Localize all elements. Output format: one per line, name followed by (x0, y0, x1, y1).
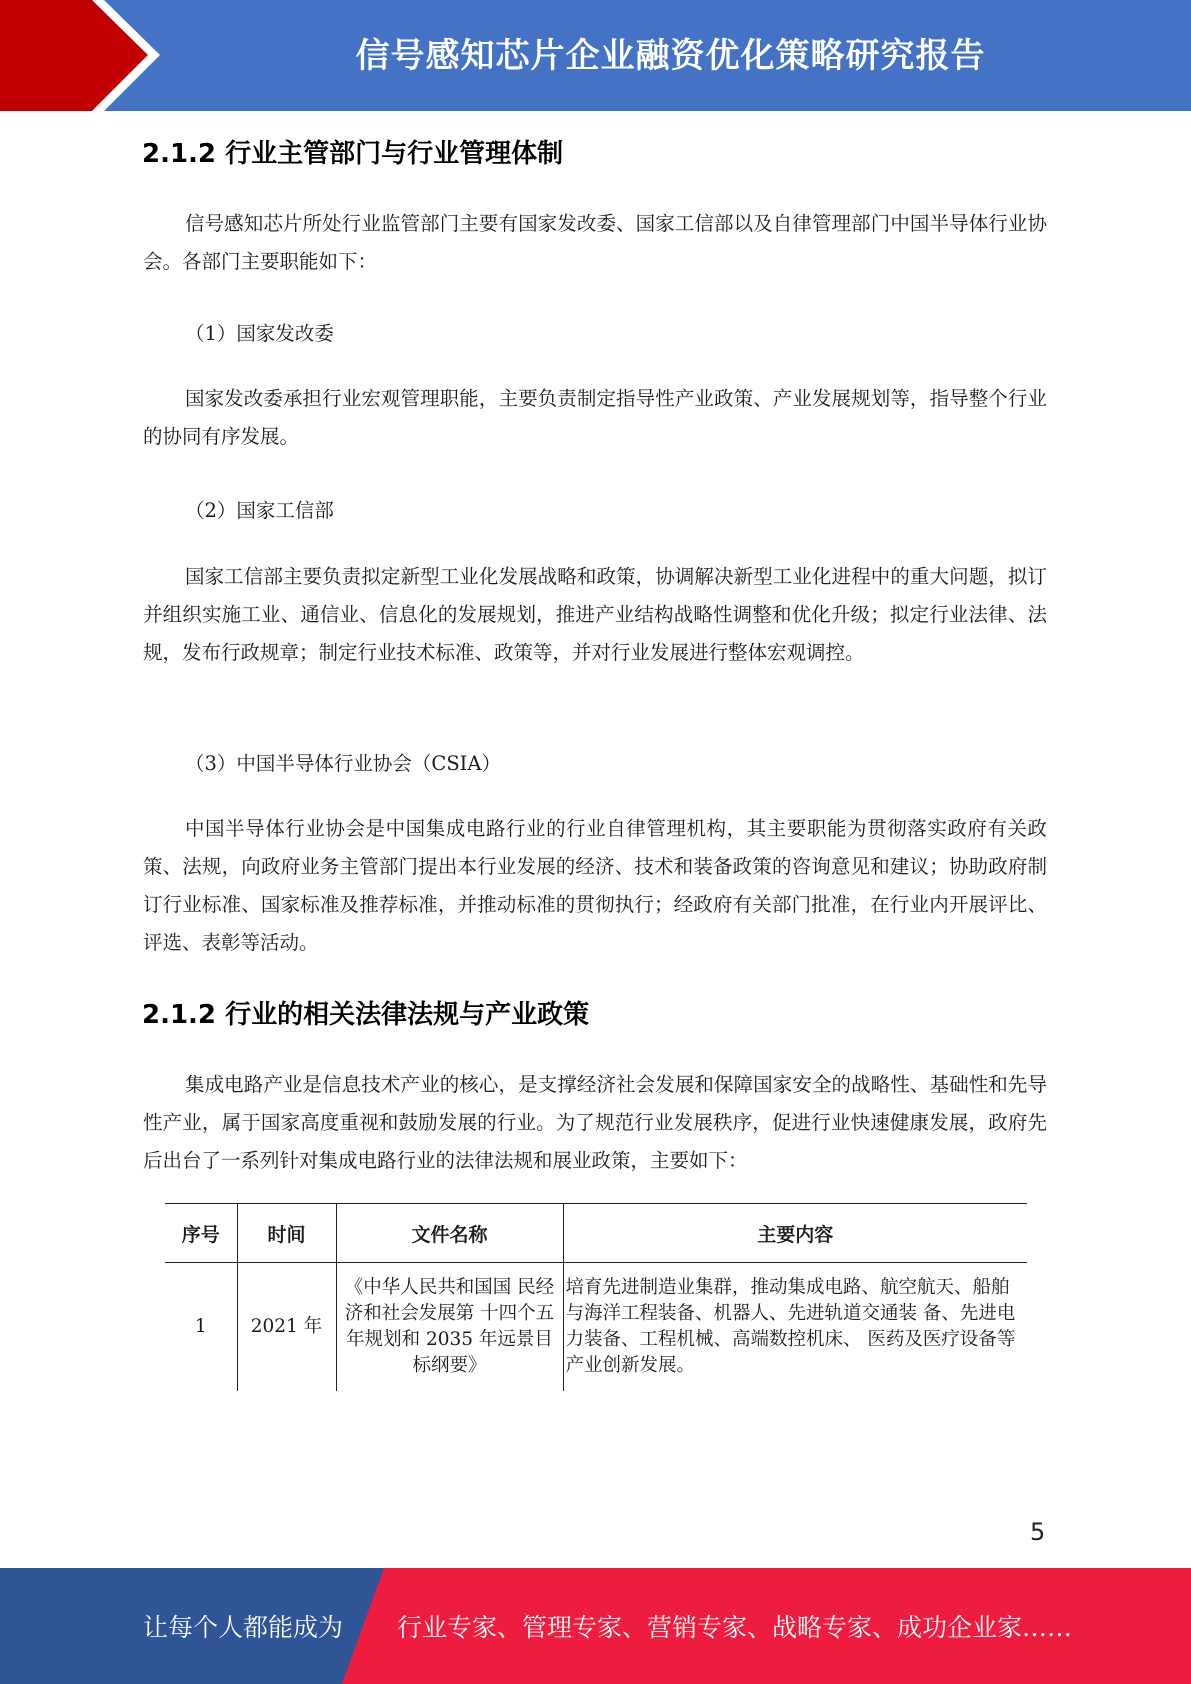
paragraph-policy-intro: 集成电路产业是信息技术产业的核心，是支撑经济社会发展和保障国家安全的战略性、基础性和先导性产业，属于国家高度重视和鼓励发展的行业。为了规范行业发展秩序，促进行业快速健康发展，政府先后出台了一系列针对集成电路行业的法律法规和展业政策，主要如下： (143, 1073, 1047, 1172)
column-header-time: 时间 (237, 1204, 336, 1263)
paragraph-ndrc: 国家发改委承担行业宏观管理职能，主要负责制定指导性产业政策、产业发展规划等，指导整个行业的协同有序发展。 (143, 387, 1047, 448)
policy-table (165, 1203, 1027, 1391)
item-label-ndrc: （1）国家发改委 (185, 322, 334, 345)
column-header-content: 主要内容 (563, 1204, 1027, 1263)
report-title: 信号感知芯片企业融资优化策略研究报告 (355, 36, 986, 76)
column-header-no: 序号 (165, 1204, 237, 1263)
column-header-document: 文件名称 (336, 1204, 563, 1263)
footer-slogan-right: 行业专家、管理专家、营销专家、战略专家、成功企业家…… (397, 1613, 1073, 1642)
paragraph-intro: 信号感知芯片所处行业监管部门主要有国家发改委、国家工信部以及自律管理部门中国半导体行业协会。各部门主要职能如下： (143, 212, 1047, 273)
footer-slogan-left: 让每个人都能成为 (143, 1613, 344, 1642)
header-banner (0, 0, 1191, 111)
item-label-miit: （2）国家工信部 (185, 499, 334, 522)
cell-document: 《中华人民共和国国 民经济和社会发展第 十四个五年规划和 2035 年远景目标纲要》 (336, 1263, 563, 1392)
section-heading-management: 2.1.2 行业主管部门与行业管理体制 (142, 139, 564, 169)
table-header-row (165, 1204, 1027, 1263)
table-row (165, 1263, 1027, 1392)
footer-banner (0, 1568, 1191, 1684)
paragraph-csia: 中国半导体行业协会是中国集成电路行业的行业自律管理机构，其主要职能为贯彻落实政府有关政策、法规，向政府业务主管部门提出本行业发展的经济、技术和装备政策的咨询意见和建议；协助政府制订行业标准、国家标准及推荐标准，并推动标准的贯彻执行；经政府有关部门批准，在行业内开展评比、评选、表彰等活动。 (143, 817, 1047, 954)
item-label-csia: （3）中国半导体行业协会（CSIA） (185, 752, 501, 775)
cell-time: 2021 年 (237, 1263, 336, 1392)
cell-no: 1 (194, 1316, 207, 1337)
paragraph-miit: 国家工信部主要负责拟定新型工业化发展战略和政策，协调解决新型工业化进程中的重大问题，拟订并组织实施工业、通信业、信息化的发展规划，推进产业结构战略性调整和优化升级；拟定行业法律、法规，发布行政规章；制定行业技术标准、政策等，并对行业发展进行整体宏观调控。 (143, 565, 1047, 664)
section-heading-policy: 2.1.2 行业的相关法律法规与产业政策 (142, 1000, 590, 1030)
page-number: 5 (1030, 1518, 1046, 1546)
cell-content: 培育先进制造业集群，推动集成电路、航空航天、船舶与海洋工程装备、机器人、先进轨道交通装 备、先进电力装备、工程机械、高端数控机床、 医药及医疗设备等产业创新发展。 (563, 1263, 1027, 1392)
